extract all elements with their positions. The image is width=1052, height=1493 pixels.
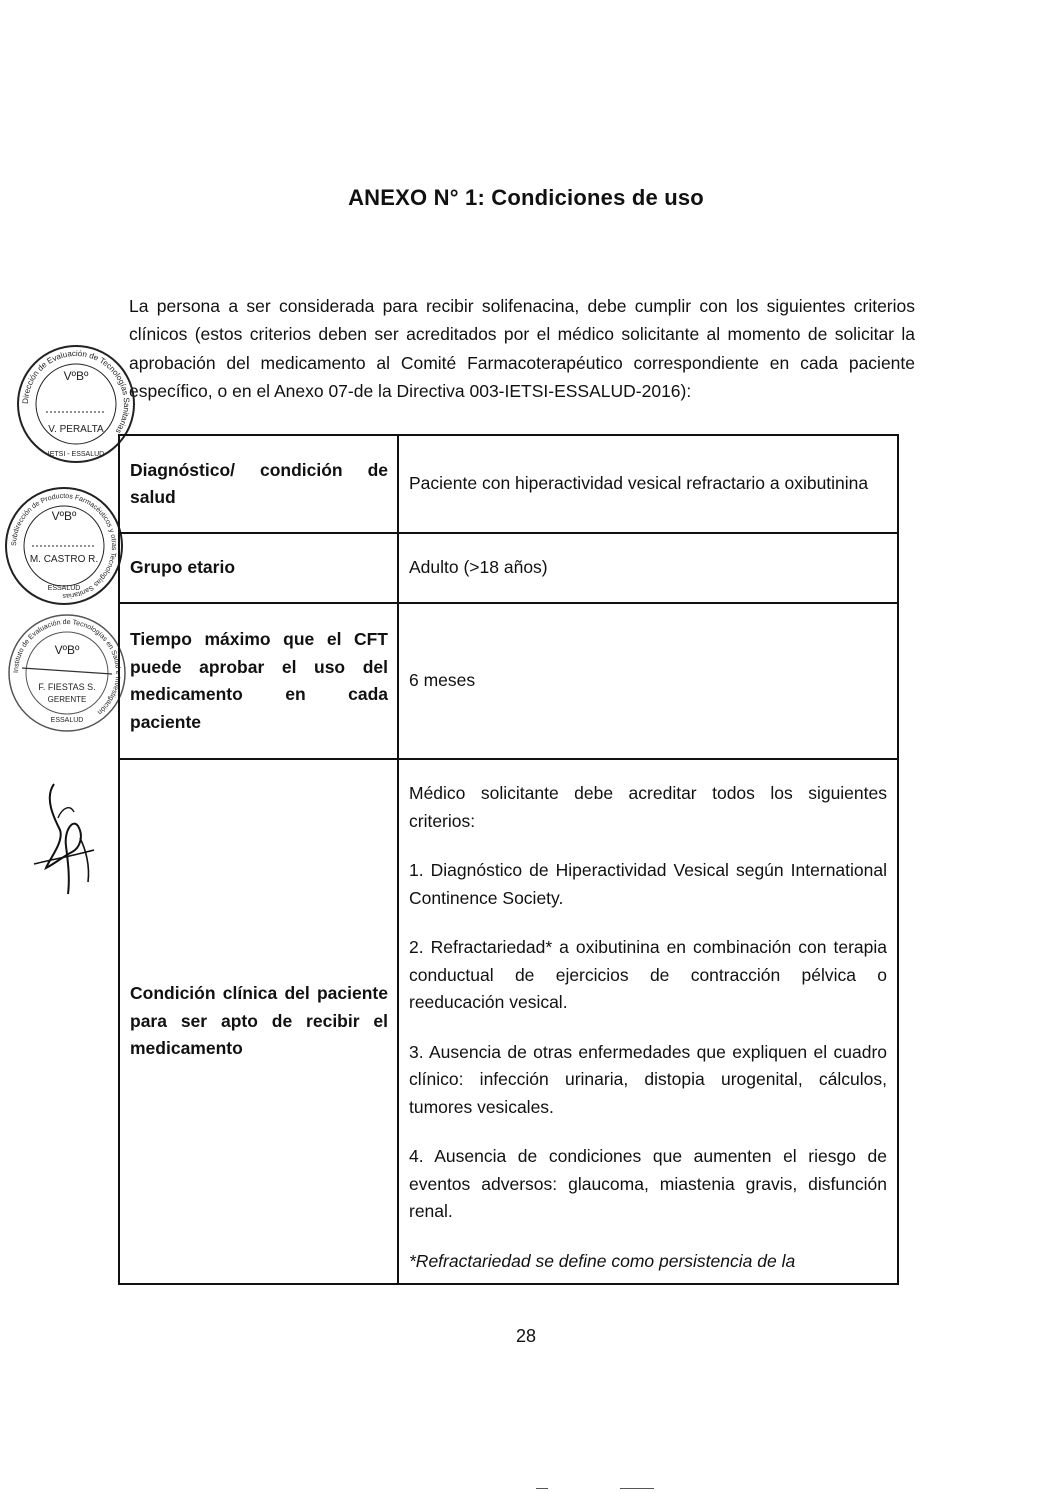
- row-value: Paciente con hiperactividad vesical refractario a oxibutinina: [398, 435, 898, 533]
- stamp-name: M. CASTRO R.: [29, 554, 99, 565]
- stamp-name: V. PERALTA: [48, 424, 104, 435]
- stamp-footer: ESSALUD: [50, 717, 84, 724]
- row-value: 6 meses: [398, 603, 898, 759]
- row-label: Grupo etario: [119, 533, 398, 603]
- stamp-ring-text: Subdirección de Productos Farmacéuticos y otras Tecnologías Sanitarias: [10, 492, 118, 600]
- table-row: [119, 603, 898, 759]
- criterion-item: 1. Diagnóstico de Hiperactividad Vesical según International Continence Society.: [409, 860, 887, 908]
- page-number: 28: [515, 1326, 537, 1346]
- row-label: Diagnóstico/ condición de salud: [119, 435, 398, 533]
- conditions-table: [118, 434, 899, 1285]
- criteria-intro: Médico solicitante debe acreditar todos los siguientes criterios:: [409, 783, 887, 831]
- scan-artifact: [620, 1488, 654, 1489]
- row-label: Condición clínica del paciente para ser apto de recibir el medicamento: [119, 759, 398, 1284]
- intro-paragraph: La persona a ser considerada para recibir solifenacina, debe cumplir con los siguientes criterios clínicos (estos criterios deben ser acreditados por el médico solicitante al momento de solicitar la aprobación del medicamento al Comité Farmacoterapéutico correspondiente en cada paciente específico, o en el Anexo 07-de la Directiva 003-IETSI-ESSALUD-2016):: [129, 295, 915, 401]
- approval-stamp-fiestas: [4, 610, 130, 736]
- row-value: Adulto (>18 años): [398, 533, 898, 603]
- stamp-name: F. FIESTAS S.: [38, 682, 96, 692]
- stamp-footer: IETSI - ESSALUD: [47, 451, 105, 458]
- table-row: [119, 533, 898, 603]
- stamp-footer: ESSALUD: [47, 585, 81, 592]
- criterion-item: 3. Ausencia de otras enfermedades que expliquen el cuadro clínico: infección urinaria, distopia urogenital, cálculos, tumores vesicales.: [409, 1041, 887, 1117]
- stamp-vb: VºBº: [63, 369, 89, 383]
- stamp-title: GERENTE: [47, 695, 87, 704]
- stamp-ring-text: Dirección de Evaluación de Tecnologías Sanitarias: [20, 348, 132, 436]
- refractariedad-note: *Refractariedad se define como persistencia de la: [409, 1250, 796, 1271]
- scan-artifact: [536, 1488, 548, 1489]
- stamp-ring-text: Instituto de Evaluación de Tecnologías en Salud e Investigación: [12, 618, 122, 716]
- criterion-item: 4. Ausencia de condiciones que aumenten el riesgo de eventos adversos: glaucoma, miastenia gravis, disfunción renal.: [409, 1146, 887, 1221]
- approval-stamp-castro: [2, 484, 126, 608]
- row-value-criteria: [398, 759, 898, 1284]
- row-label: Tiempo máximo que el CFT puede aprobar el uso del medicamento en cada paciente: [119, 603, 398, 759]
- handwritten-signature: [24, 778, 124, 902]
- page-title: ANEXO N° 1: Condiciones de uso: [348, 184, 704, 210]
- stamp-vb: VºBº: [54, 643, 80, 657]
- stamp-vb: VºBº: [51, 509, 77, 523]
- table-row: [119, 759, 898, 1284]
- table-row: [119, 435, 898, 533]
- criterion-item: 2. Refractariedad* a oxibutinina en combinación con terapia conductual de ejercicios de contracción pélvica o reeducación vesical.: [409, 937, 887, 1012]
